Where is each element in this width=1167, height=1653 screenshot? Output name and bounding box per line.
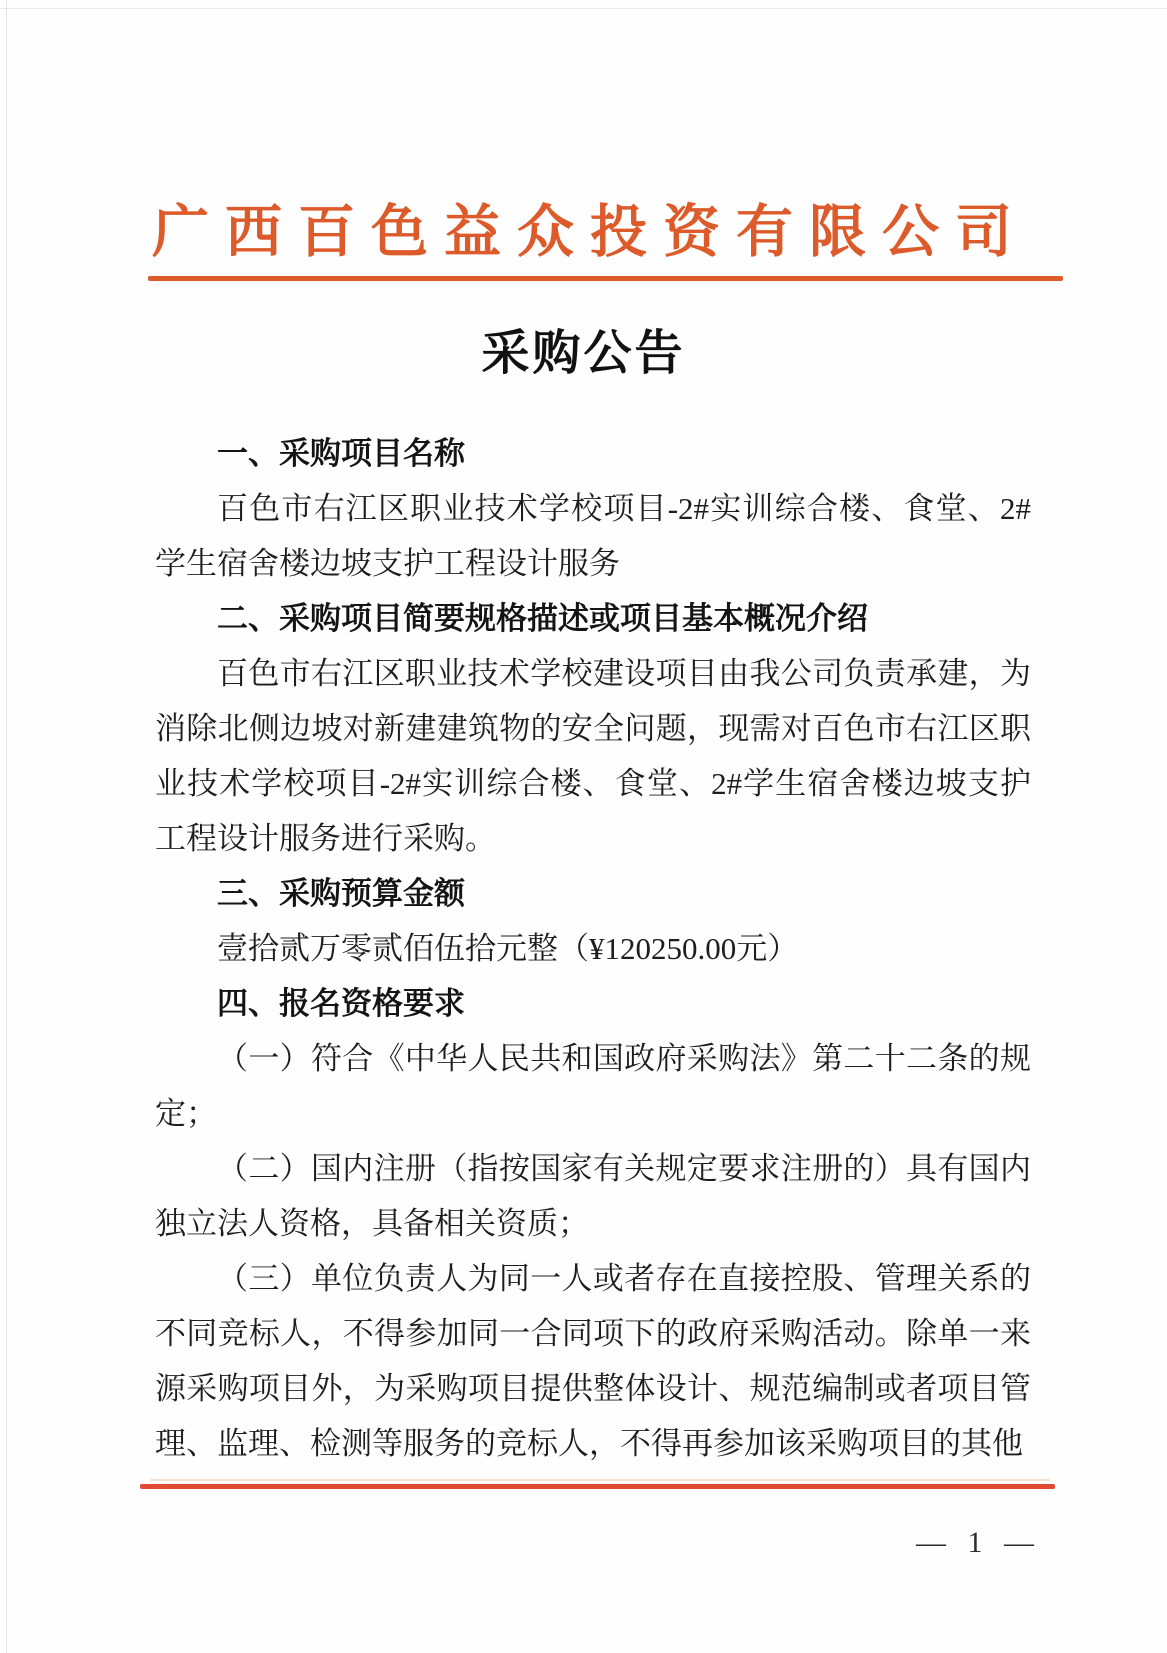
scan-edge-line-top xyxy=(0,8,1167,9)
scan-edge-line-left xyxy=(6,0,7,1653)
letterhead-rule xyxy=(148,276,1063,281)
paragraph-qualification-2: （二）国内注册（指按国家有关规定要求注册的）具有国内独立法人资格，具备相关资质； xyxy=(155,1151,1031,1241)
document-title: 采购公告 xyxy=(481,327,686,380)
letterhead-company-name: 广西百色益众投资有限公司 xyxy=(152,201,1028,264)
section-heading-3: 三、采购预算金额 xyxy=(217,876,465,911)
paragraph-qualification-3: （三）单位负责人为同一人或者存在直接控股、管理关系的不同竞标人，不得参加同一合同项下的政府采购活动。除单一来源采购项目外，为采购项目提供整体设计、规范编制或者项目管理、监理、检测等服务的竞标人，不得再参加该采购项目的其他 xyxy=(155,1261,1031,1461)
footer-rule-light xyxy=(150,1479,1050,1481)
footer-rule xyxy=(140,1484,1055,1489)
paragraph-project-name: 百色市右江区职业技术学校项目-2#实训综合楼、食堂、2#学生宿舍楼边坡支护工程设计服务 xyxy=(155,491,1031,581)
section-heading-4: 四、报名资格要求 xyxy=(217,986,465,1021)
paragraph-budget-amount: 壹拾贰万零贰佰伍拾元整（¥120250.00元） xyxy=(217,931,799,966)
section-heading-2: 二、采购项目简要规格描述或项目基本概况介绍 xyxy=(217,601,868,636)
paragraph-project-overview: 百色市右江区职业技术学校建设项目由我公司负责承建，为消除北侧边坡对新建建筑物的安全问题，现需对百色市右江区职业技术学校项目-2#实训综合楼、食堂、2#学生宿舍楼边坡支护工程设计服务进行采购。 xyxy=(155,656,1031,856)
section-heading-1: 一、采购项目名称 xyxy=(217,436,465,471)
document-body xyxy=(155,426,1031,1471)
page-number: — 1 — xyxy=(916,1526,1035,1559)
paragraph-qualification-1: （一）符合《中华人民共和国政府采购法》第二十二条的规定； xyxy=(155,1041,1031,1131)
